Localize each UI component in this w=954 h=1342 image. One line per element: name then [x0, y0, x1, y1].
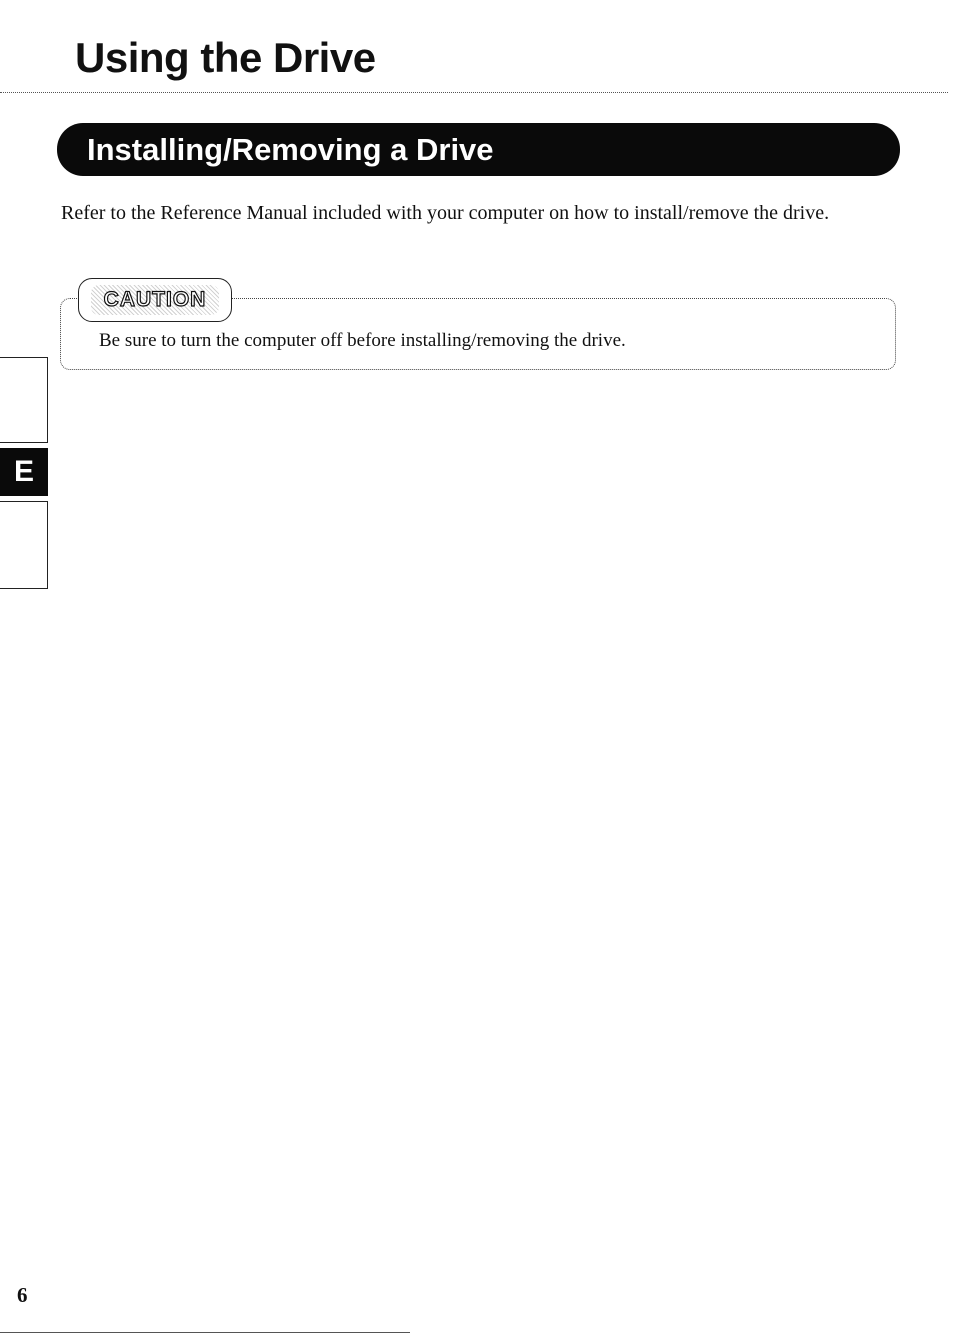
side-tab-lower — [0, 501, 48, 589]
title-divider — [0, 92, 948, 93]
caution-label: CAUTION — [103, 288, 207, 311]
caution-badge-fill — [91, 285, 219, 315]
caution-text: Be sure to turn the computer off before installing/removing the drive. — [99, 330, 626, 351]
side-tab-upper — [0, 357, 48, 443]
page-number: 6 — [17, 1283, 28, 1307]
section-title: Installing/Removing a Drive — [87, 132, 494, 167]
body-paragraph: Refer to the Reference Manual included with your computer on how to install/remove the drive. — [61, 202, 830, 224]
footer-divider — [0, 1332, 410, 1333]
caution-icon — [78, 278, 232, 322]
side-tab-active — [0, 448, 48, 496]
side-tab-letter: E — [13, 455, 34, 488]
section-banner — [57, 123, 900, 176]
page-title: Using the Drive — [75, 34, 376, 81]
